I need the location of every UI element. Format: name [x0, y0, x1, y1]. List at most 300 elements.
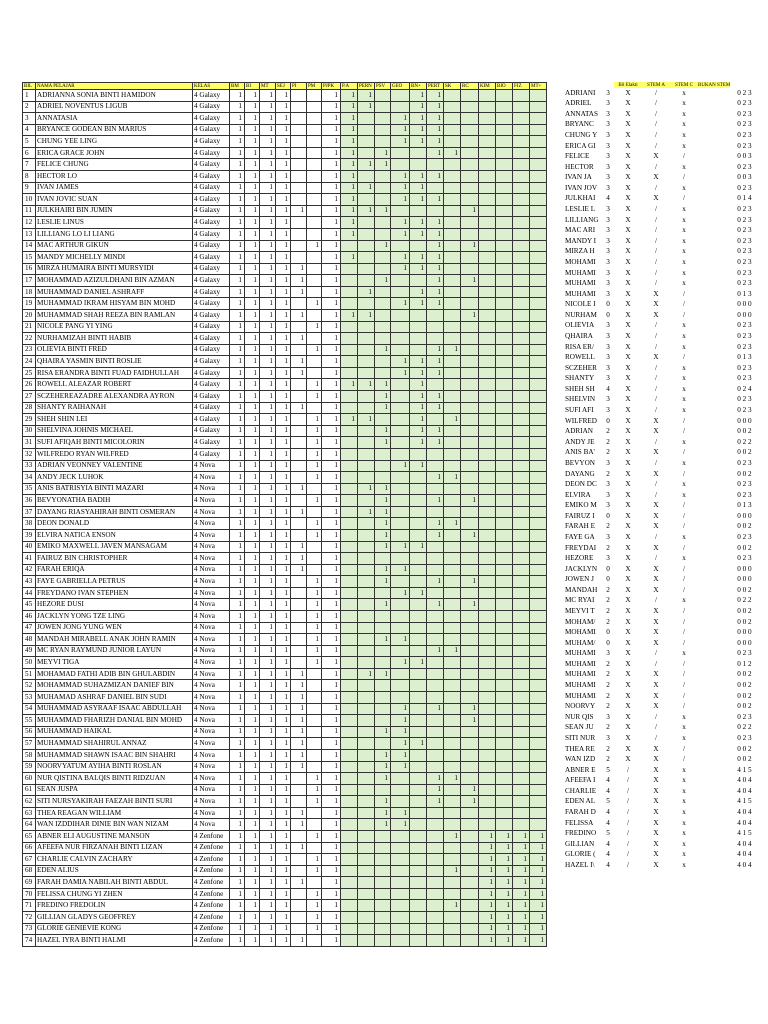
subject-cell[interactable]: [479, 587, 496, 599]
table-row[interactable]: [23, 402, 547, 414]
subject-cell[interactable]: [307, 159, 322, 171]
row-number-cell[interactable]: 23: [23, 344, 36, 356]
subject-cell[interactable]: 1: [513, 900, 530, 912]
subject-cell[interactable]: [496, 680, 513, 692]
subject-cell[interactable]: 1: [341, 414, 358, 426]
stem-c-cell[interactable]: /: [655, 279, 657, 288]
subject-cell[interactable]: 1: [427, 796, 444, 808]
stem-c-cell[interactable]: X: [653, 607, 659, 616]
subject-cell[interactable]: [291, 599, 307, 611]
subject-cell[interactable]: [444, 205, 461, 217]
subject-cell[interactable]: 1: [260, 599, 276, 611]
subject-cell[interactable]: [291, 912, 307, 924]
non-stem-cell[interactable]: x: [682, 215, 686, 224]
subject-cell[interactable]: 1: [391, 460, 410, 472]
subject-cell[interactable]: 1: [375, 344, 391, 356]
category-count-cell[interactable]: 0 2 3: [737, 395, 752, 404]
row-number-cell[interactable]: 49: [23, 645, 36, 657]
subject-cell[interactable]: [341, 773, 358, 785]
subject-cell[interactable]: [410, 634, 427, 646]
stem-c-cell[interactable]: X: [653, 755, 659, 764]
subject-cell[interactable]: 1: [410, 298, 427, 310]
subject-cell[interactable]: 1: [322, 448, 341, 460]
summary-row[interactable]: [565, 543, 758, 554]
subject-cell[interactable]: 1: [322, 553, 341, 565]
row-number-cell[interactable]: 4: [23, 124, 36, 136]
subject-cell[interactable]: 1: [322, 877, 341, 889]
subject-cell[interactable]: 1: [322, 460, 341, 472]
subject-cell[interactable]: [496, 784, 513, 796]
subject-cell[interactable]: 1: [427, 367, 444, 379]
subject-cell[interactable]: 1: [358, 483, 375, 495]
elective-count-cell[interactable]: 3: [606, 480, 610, 489]
subject-cell[interactable]: [513, 634, 530, 646]
column-header[interactable]: PM: [307, 83, 322, 90]
student-name-cell[interactable]: NUR QISTINA BALQIS BINTI RIDZUAN: [36, 773, 193, 785]
column-header[interactable]: PERT: [427, 83, 444, 90]
class-cell[interactable]: 4 Galaxy: [193, 228, 230, 240]
subject-cell[interactable]: 1: [276, 749, 291, 761]
subject-cell[interactable]: [375, 692, 391, 704]
subject-cell[interactable]: 1: [245, 252, 260, 264]
subject-cell[interactable]: 1: [391, 819, 410, 831]
table-row[interactable]: [23, 935, 547, 947]
elective-count-cell[interactable]: 2: [606, 607, 610, 616]
subject-cell[interactable]: [410, 275, 427, 287]
category-count-cell[interactable]: 0 2 3: [737, 162, 752, 171]
summary-column-header[interactable]: BUKAN STEM: [698, 82, 731, 88]
class-cell[interactable]: 4 Nova: [193, 819, 230, 831]
subject-cell[interactable]: [496, 425, 513, 437]
subject-cell[interactable]: [341, 703, 358, 715]
subject-cell[interactable]: 1: [276, 425, 291, 437]
subject-cell[interactable]: 1: [245, 715, 260, 727]
category-count-cell[interactable]: 0 2 2: [737, 723, 752, 732]
subject-cell[interactable]: [461, 587, 479, 599]
student-name-cell[interactable]: EDEN ALIUS: [36, 865, 193, 877]
subject-cell[interactable]: [391, 495, 410, 507]
column-header[interactable]: P.A: [341, 83, 358, 90]
subject-cell[interactable]: 1: [245, 182, 260, 194]
subject-cell[interactable]: [479, 414, 496, 426]
subject-cell[interactable]: [375, 784, 391, 796]
subject-cell[interactable]: [291, 113, 307, 125]
student-name-cell[interactable]: ERICA GRACE JOHN: [36, 147, 193, 159]
non-stem-cell[interactable]: x: [682, 776, 686, 785]
stem-c-cell[interactable]: /: [655, 215, 657, 224]
subject-cell[interactable]: 1: [461, 599, 479, 611]
subject-cell[interactable]: 1: [260, 726, 276, 738]
category-count-cell[interactable]: 0 0 2: [737, 469, 752, 478]
class-cell[interactable]: 4 Nova: [193, 541, 230, 553]
subject-cell[interactable]: 1: [276, 136, 291, 148]
subject-cell[interactable]: [530, 553, 547, 565]
subject-cell[interactable]: 1: [322, 703, 341, 715]
table-row[interactable]: [23, 529, 547, 541]
category-count-cell[interactable]: 4 0 4: [737, 860, 752, 869]
subject-cell[interactable]: [375, 136, 391, 148]
category-count-cell[interactable]: 0 0 2: [737, 522, 752, 531]
subject-cell[interactable]: 1: [307, 437, 322, 449]
subject-cell[interactable]: [375, 448, 391, 460]
subject-cell[interactable]: [496, 553, 513, 565]
student-name-cell[interactable]: MUHAMMAD SHAH REEZA BIN RAMLAN: [36, 309, 193, 321]
non-stem-cell[interactable]: /: [683, 469, 685, 478]
subject-cell[interactable]: 1: [496, 935, 513, 947]
elective-count-cell[interactable]: 2: [606, 543, 610, 552]
subject-cell[interactable]: 1: [245, 356, 260, 368]
subject-cell[interactable]: [307, 124, 322, 136]
summary-row[interactable]: [565, 120, 758, 131]
subject-cell[interactable]: 1: [322, 923, 341, 935]
subject-cell[interactable]: 1: [375, 159, 391, 171]
subject-cell[interactable]: [391, 275, 410, 287]
column-header[interactable]: PI: [291, 83, 307, 90]
category-count-cell[interactable]: 0 0 0: [737, 310, 752, 319]
subject-cell[interactable]: [391, 437, 410, 449]
summary-row[interactable]: [565, 194, 758, 205]
row-number-cell[interactable]: 36: [23, 495, 36, 507]
subject-cell[interactable]: 1: [230, 935, 245, 947]
subject-cell[interactable]: [479, 391, 496, 403]
student-name-cell[interactable]: ANIS BATRISYIA BINTI MAZARI: [36, 483, 193, 495]
row-number-cell[interactable]: 69: [23, 877, 36, 889]
subject-cell[interactable]: [496, 761, 513, 773]
subject-cell[interactable]: [479, 784, 496, 796]
subject-cell[interactable]: [341, 622, 358, 634]
subject-cell[interactable]: [496, 738, 513, 750]
subject-cell[interactable]: 1: [260, 877, 276, 889]
subject-cell[interactable]: [410, 842, 427, 854]
subject-cell[interactable]: [530, 124, 547, 136]
subject-cell[interactable]: [513, 541, 530, 553]
table-row[interactable]: [23, 773, 547, 785]
elective-count-cell[interactable]: 4: [606, 384, 610, 393]
subject-cell[interactable]: 1: [322, 819, 341, 831]
subject-cell[interactable]: 1: [260, 344, 276, 356]
subject-cell[interactable]: 1: [444, 831, 461, 843]
short-name-cell[interactable]: MOHAM/: [565, 617, 596, 626]
subject-cell[interactable]: 1: [307, 379, 322, 391]
table-row[interactable]: [23, 472, 547, 484]
subject-cell[interactable]: [427, 460, 444, 472]
class-cell[interactable]: 4 Galaxy: [193, 286, 230, 298]
stem-c-cell[interactable]: /: [655, 649, 657, 658]
subject-cell[interactable]: [444, 611, 461, 623]
subject-cell[interactable]: 1: [260, 749, 276, 761]
subject-cell[interactable]: 1: [276, 703, 291, 715]
subject-cell[interactable]: [358, 194, 375, 206]
subject-cell[interactable]: 1: [291, 819, 307, 831]
table-row[interactable]: [23, 437, 547, 449]
subject-cell[interactable]: 1: [245, 425, 260, 437]
subject-cell[interactable]: 1: [307, 321, 322, 333]
column-header[interactable]: FIZ: [513, 83, 530, 90]
subject-cell[interactable]: 1: [341, 217, 358, 229]
subject-cell[interactable]: 1: [230, 715, 245, 727]
short-name-cell[interactable]: CHARLIE: [565, 786, 597, 795]
category-count-cell[interactable]: 0 1 3: [737, 289, 752, 298]
short-name-cell[interactable]: FARAH D: [565, 808, 596, 816]
subject-cell[interactable]: [307, 553, 322, 565]
category-count-cell[interactable]: 0 2 3: [737, 279, 752, 288]
subject-cell[interactable]: [391, 923, 410, 935]
subject-cell[interactable]: [461, 506, 479, 518]
row-number-cell[interactable]: 43: [23, 576, 36, 588]
category-count-cell[interactable]: 0 2 3: [737, 331, 752, 340]
subject-cell[interactable]: [341, 599, 358, 611]
table-row[interactable]: [23, 645, 547, 657]
elective-count-cell[interactable]: 0: [606, 575, 610, 584]
subject-cell[interactable]: 1: [427, 344, 444, 356]
elective-count-cell[interactable]: 3: [606, 215, 610, 224]
subject-cell[interactable]: 1: [322, 414, 341, 426]
subject-cell[interactable]: 1: [276, 402, 291, 414]
non-stem-cell[interactable]: x: [682, 786, 686, 795]
non-stem-cell[interactable]: /: [683, 681, 685, 690]
subject-cell[interactable]: [341, 935, 358, 947]
subject-cell[interactable]: 1: [230, 113, 245, 125]
stem-c-cell[interactable]: /: [655, 532, 657, 541]
subject-cell[interactable]: 1: [291, 309, 307, 321]
subject-cell[interactable]: [358, 738, 375, 750]
subject-cell[interactable]: [375, 286, 391, 298]
subject-cell[interactable]: 1: [260, 692, 276, 704]
subject-cell[interactable]: [513, 240, 530, 252]
subject-cell[interactable]: 1: [260, 923, 276, 935]
elective-count-cell[interactable]: 3: [606, 88, 610, 97]
subject-cell[interactable]: 1: [375, 668, 391, 680]
subject-cell[interactable]: 1: [322, 865, 341, 877]
subject-cell[interactable]: 1: [245, 448, 260, 460]
subject-cell[interactable]: [358, 147, 375, 159]
subject-cell[interactable]: 1: [276, 483, 291, 495]
subject-cell[interactable]: 1: [427, 703, 444, 715]
subject-cell[interactable]: 1: [260, 935, 276, 947]
subject-cell[interactable]: 1: [260, 807, 276, 819]
category-count-cell[interactable]: 0 2 3: [737, 480, 752, 489]
subject-cell[interactable]: [496, 819, 513, 831]
subject-cell[interactable]: 1: [276, 518, 291, 530]
short-name-cell[interactable]: SHEH SH: [565, 384, 595, 393]
subject-cell[interactable]: [307, 541, 322, 553]
subject-cell[interactable]: [391, 553, 410, 565]
non-stem-cell[interactable]: x: [682, 374, 686, 383]
subject-cell[interactable]: 1: [307, 425, 322, 437]
subject-cell[interactable]: 1: [260, 680, 276, 692]
subject-cell[interactable]: [291, 414, 307, 426]
class-cell[interactable]: 4 Nova: [193, 692, 230, 704]
non-stem-cell[interactable]: x: [682, 395, 686, 404]
subject-cell[interactable]: [530, 692, 547, 704]
short-name-cell[interactable]: MIRZA H: [565, 247, 595, 256]
subject-cell[interactable]: [410, 611, 427, 623]
non-stem-cell[interactable]: x: [682, 236, 686, 245]
subject-cell[interactable]: [513, 286, 530, 298]
subject-cell[interactable]: [341, 472, 358, 484]
subject-cell[interactable]: 1: [291, 749, 307, 761]
subject-cell[interactable]: 1: [358, 506, 375, 518]
subject-cell[interactable]: 1: [291, 564, 307, 576]
subject-cell[interactable]: [391, 680, 410, 692]
subject-cell[interactable]: [291, 529, 307, 541]
subject-cell[interactable]: [530, 228, 547, 240]
subject-cell[interactable]: [479, 309, 496, 321]
stem-a-cell[interactable]: X: [625, 247, 631, 256]
subject-cell[interactable]: [444, 495, 461, 507]
summary-row[interactable]: [565, 627, 758, 638]
subject-cell[interactable]: [341, 391, 358, 403]
subject-cell[interactable]: [391, 831, 410, 843]
subject-cell[interactable]: [444, 807, 461, 819]
subject-cell[interactable]: 1: [496, 923, 513, 935]
subject-cell[interactable]: [410, 518, 427, 530]
subject-cell[interactable]: [530, 298, 547, 310]
subject-cell[interactable]: [341, 854, 358, 866]
subject-cell[interactable]: [461, 553, 479, 565]
stem-c-cell[interactable]: /: [655, 99, 657, 108]
subject-cell[interactable]: 1: [444, 645, 461, 657]
subject-cell[interactable]: [530, 147, 547, 159]
stem-a-cell[interactable]: X: [625, 607, 631, 616]
row-number-cell[interactable]: 16: [23, 263, 36, 275]
subject-cell[interactable]: 1: [276, 217, 291, 229]
category-count-cell[interactable]: 0 2 3: [737, 131, 752, 139]
subject-cell[interactable]: [410, 807, 427, 819]
summary-row[interactable]: [565, 564, 758, 575]
subject-cell[interactable]: 1: [322, 518, 341, 530]
student-name-cell[interactable]: NOORVYATUM AYIHA BINTI ROSLAN: [36, 761, 193, 773]
short-name-cell[interactable]: RISA ER/: [565, 342, 594, 351]
subject-cell[interactable]: [410, 495, 427, 507]
subject-cell[interactable]: 1: [230, 171, 245, 183]
subject-cell[interactable]: 1: [322, 275, 341, 287]
subject-cell[interactable]: 1: [496, 900, 513, 912]
category-count-cell[interactable]: 0 0 2: [737, 585, 752, 594]
subject-cell[interactable]: [391, 796, 410, 808]
subject-cell[interactable]: [496, 541, 513, 553]
short-name-cell[interactable]: ABNER E: [565, 765, 596, 774]
student-name-cell[interactable]: CHUNG YEE LING: [36, 136, 193, 148]
non-stem-cell[interactable]: x: [682, 596, 686, 605]
class-cell[interactable]: 4 Nova: [193, 634, 230, 646]
class-cell[interactable]: 4 Nova: [193, 715, 230, 727]
short-name-cell[interactable]: SHELVIN: [565, 395, 596, 404]
subject-cell[interactable]: [427, 831, 444, 843]
elective-count-cell[interactable]: 3: [606, 268, 610, 277]
subject-cell[interactable]: [513, 217, 530, 229]
subject-cell[interactable]: 1: [513, 831, 530, 843]
subject-cell[interactable]: [496, 217, 513, 229]
student-name-cell[interactable]: MUHAMMAD SHAWN ISAAC BIN SHAHRI: [36, 749, 193, 761]
subject-cell[interactable]: 1: [307, 831, 322, 843]
subject-cell[interactable]: [530, 599, 547, 611]
non-stem-cell[interactable]: x: [682, 554, 686, 563]
subject-cell[interactable]: 1: [307, 518, 322, 530]
non-stem-cell[interactable]: x: [682, 268, 686, 277]
subject-cell[interactable]: 1: [479, 831, 496, 843]
subject-cell[interactable]: [291, 90, 307, 102]
elective-count-cell[interactable]: 3: [606, 490, 610, 499]
short-name-cell[interactable]: MUHAMI: [565, 279, 596, 288]
subject-cell[interactable]: 1: [260, 321, 276, 333]
stem-a-cell[interactable]: /: [627, 797, 629, 806]
subject-cell[interactable]: [496, 483, 513, 495]
subject-cell[interactable]: [444, 912, 461, 924]
subject-cell[interactable]: 1: [245, 344, 260, 356]
subject-cell[interactable]: 1: [291, 738, 307, 750]
row-number-cell[interactable]: 61: [23, 784, 36, 796]
subject-cell[interactable]: [410, 159, 427, 171]
subject-cell[interactable]: 1: [260, 252, 276, 264]
subject-cell[interactable]: 1: [245, 402, 260, 414]
stem-c-cell[interactable]: /: [655, 131, 657, 139]
subject-cell[interactable]: [427, 738, 444, 750]
table-row[interactable]: [23, 344, 547, 356]
summary-row[interactable]: [565, 363, 758, 374]
subject-cell[interactable]: 1: [427, 437, 444, 449]
subject-cell[interactable]: [391, 472, 410, 484]
subject-cell[interactable]: 1: [245, 553, 260, 565]
class-cell[interactable]: 4 Galaxy: [193, 252, 230, 264]
short-name-cell[interactable]: MUHAM/: [565, 638, 596, 647]
subject-cell[interactable]: [461, 367, 479, 379]
elective-count-cell[interactable]: 4: [606, 850, 610, 859]
subject-cell[interactable]: 1: [230, 634, 245, 646]
subject-cell[interactable]: [291, 645, 307, 657]
subject-cell[interactable]: 1: [260, 518, 276, 530]
column-header[interactable]: SK: [444, 83, 461, 90]
subject-cell[interactable]: 1: [260, 217, 276, 229]
category-count-cell[interactable]: 0 2 3: [737, 88, 752, 97]
table-row[interactable]: [23, 124, 547, 136]
subject-cell[interactable]: 1: [245, 773, 260, 785]
stem-a-cell[interactable]: /: [627, 776, 629, 785]
subject-cell[interactable]: 1: [427, 576, 444, 588]
subject-cell[interactable]: 1: [410, 367, 427, 379]
subject-cell[interactable]: [391, 599, 410, 611]
column-header[interactable]: SEJ: [276, 83, 291, 90]
subject-cell[interactable]: 1: [291, 553, 307, 565]
table-row[interactable]: [23, 553, 547, 565]
subject-cell[interactable]: 1: [322, 472, 341, 484]
subject-cell[interactable]: 1: [276, 171, 291, 183]
subject-cell[interactable]: [461, 680, 479, 692]
subject-cell[interactable]: 1: [245, 147, 260, 159]
subject-cell[interactable]: [444, 391, 461, 403]
subject-cell[interactable]: 1: [230, 275, 245, 287]
subject-cell[interactable]: [307, 761, 322, 773]
stem-c-cell[interactable]: X: [653, 194, 659, 203]
summary-column-header[interactable]: STEM A: [642, 82, 670, 88]
stem-c-cell[interactable]: X: [653, 310, 659, 319]
summary-row[interactable]: [565, 818, 758, 829]
subject-cell[interactable]: 1: [245, 611, 260, 623]
student-name-cell[interactable]: BRYANCE GODEAN BIN MARIUS: [36, 124, 193, 136]
subject-cell[interactable]: 1: [260, 286, 276, 298]
table-row[interactable]: [23, 657, 547, 669]
subject-cell[interactable]: 1: [276, 124, 291, 136]
category-count-cell[interactable]: 4 1 5: [737, 829, 752, 838]
subject-cell[interactable]: [444, 437, 461, 449]
row-number-cell[interactable]: 45: [23, 599, 36, 611]
subject-cell[interactable]: [341, 726, 358, 738]
subject-cell[interactable]: [513, 90, 530, 102]
subject-cell[interactable]: 1: [276, 252, 291, 264]
subject-cell[interactable]: 1: [291, 205, 307, 217]
subject-cell[interactable]: [307, 101, 322, 113]
student-name-cell[interactable]: RISA ERANDRA BINTI FUAD FAIDHULLAH: [36, 367, 193, 379]
